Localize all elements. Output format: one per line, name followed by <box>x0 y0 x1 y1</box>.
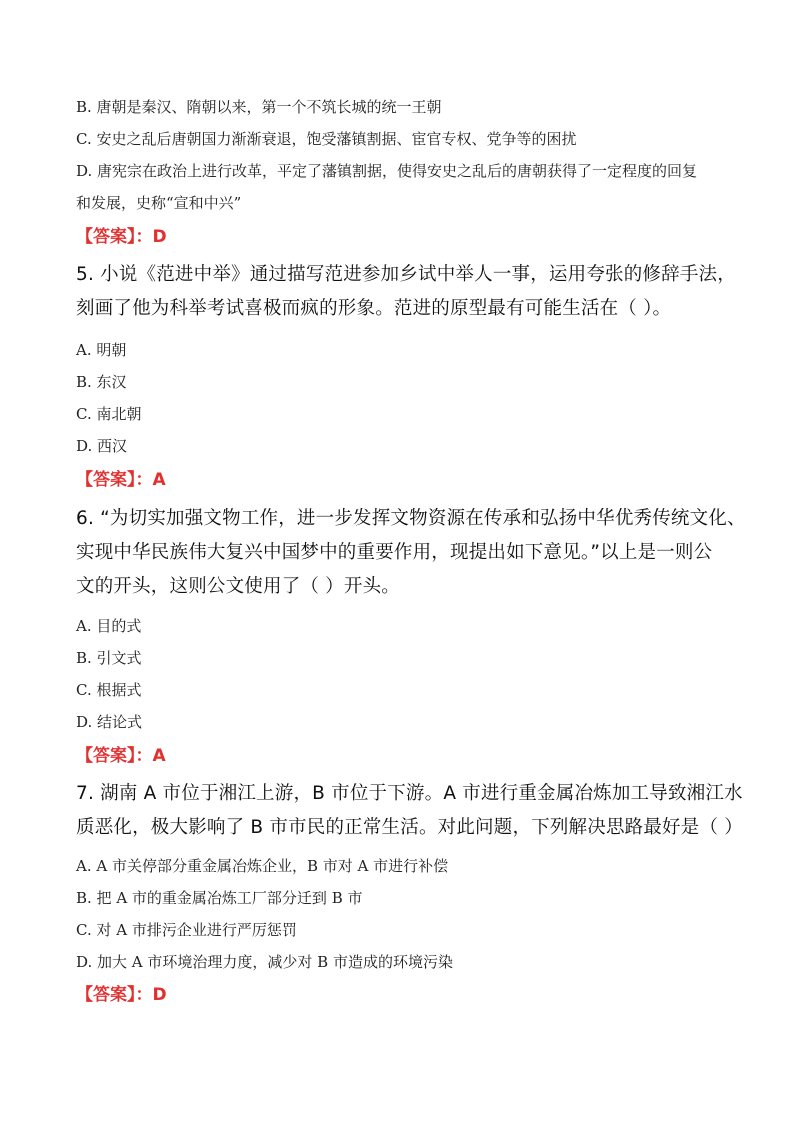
q5-option-c: C. 南北朝 <box>76 405 142 423</box>
prev-option-d: D. 唐宪宗在政治上进行改革，平定了藩镇割据，使得安史之乱后的唐朝获得了一定程度的回复 <box>76 162 698 180</box>
q6-option-a: A. 目的式 <box>76 617 142 635</box>
prev-answer <box>76 226 740 248</box>
q7-option-a: A. A 市关停部分重金属冶炼企业，B 市对 A 市进行补偿 <box>76 857 449 875</box>
q5-option-b: B. 东汉 <box>76 373 127 391</box>
q7-option-d: D. 加大 A 市环境治理力度，减少对 B 市造成的环境污染 <box>76 953 453 971</box>
q5-option-d: D. 西汉 <box>76 437 128 455</box>
q5-line-1: 5. 小说《范进中举》通过描写范进参加乡试中举人一事，运用夸张的修辞手法， <box>76 264 736 285</box>
q7-line-2: 质恶化，极大影响了 B 市市民的正常生活。对此问题，下列解决思路最好是（ ） <box>76 817 743 838</box>
answer-label: 【答案】： <box>76 985 153 1005</box>
answer-value: A <box>152 746 166 766</box>
answer-label: 【答案】： <box>76 470 153 490</box>
q5-option-a: A. 明朝 <box>76 341 127 359</box>
q6-line-2: 实现中华民族伟大复兴中国梦中的重要作用，现提出如下意见。”以上是一则公 <box>76 542 713 563</box>
q7-option-c: C. 对 A 市排污企业进行严厉惩罚 <box>76 921 297 939</box>
q6-option-b: B. 引文式 <box>76 649 142 667</box>
q5-line-2: 刻画了他为科举考试喜极而疯的形象。范进的原型最有可能生活在（ ）。 <box>76 298 672 319</box>
prev-option-c: C. 安史之乱后唐朝国力渐渐衰退，饱受藩镇割据、宦官专权、党争等的困扰 <box>76 130 577 148</box>
answer-value: A <box>152 470 166 490</box>
q6-line-3: 文的开头，这则公文使用了（ ）开头。 <box>76 576 400 597</box>
prev-option-b: B. 唐朝是秦汉、隋朝以来，第一个不筑长城的统一王朝 <box>76 98 442 116</box>
q7-line-1: 7. 湖南 A 市位于湘江上游，B 市位于下游。A 市进行重金属冶炼加工导致湘江水 <box>76 783 743 804</box>
q6-line-1: 6. “为切实加强文物工作，进一步发挥文物资源在传承和弘扬中华优秀传统文化、 <box>76 508 746 529</box>
q7-option-b: B. 把 A 市的重金属冶炼工厂部分迁到 B 市 <box>76 889 363 907</box>
q6-option-c: C. 根据式 <box>76 681 142 699</box>
q7-answer <box>76 984 740 1006</box>
prev-option-d-cont: 和发展，史称“宣和中兴” <box>76 194 242 212</box>
answer-label: 【答案】： <box>76 227 153 247</box>
q5-answer <box>76 469 740 491</box>
q6-option-d: D. 结论式 <box>76 713 143 731</box>
answer-value: D <box>152 985 167 1005</box>
answer-value: D <box>152 227 167 247</box>
answer-label: 【答案】： <box>76 746 153 766</box>
q6-answer <box>76 745 740 767</box>
